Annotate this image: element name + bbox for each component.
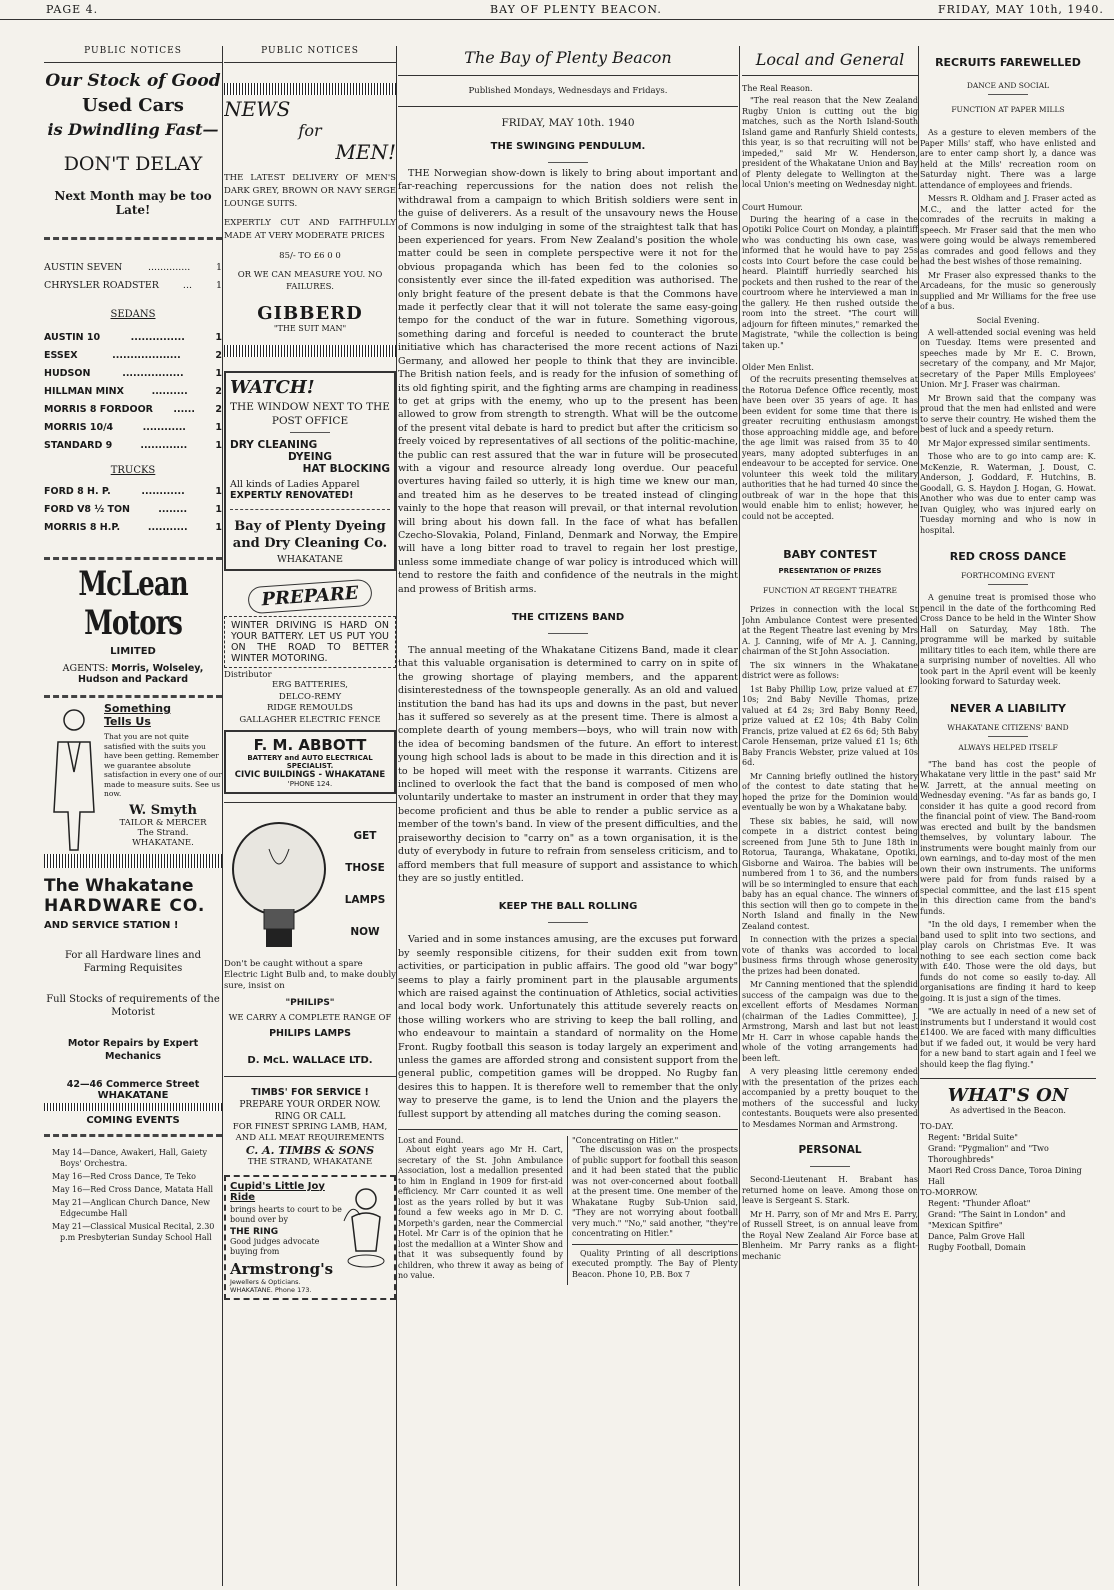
dye-line: EXPERTLY RENOVATED! — [230, 490, 354, 501]
smyth-name: W. Smyth — [129, 802, 197, 818]
abbott-line: DELCO-REMY — [278, 691, 342, 702]
whats-on-list — [920, 1121, 1096, 1253]
item-heading: Social Evening. — [976, 315, 1040, 325]
divider — [44, 1103, 222, 1111]
abbott-line: 'PHONE 124. — [287, 780, 333, 788]
mclean-limited: LIMITED — [110, 646, 156, 657]
philips-text: WE CARRY A COMPLETE RANGE OF — [228, 1013, 392, 1023]
abbott-text: WINTER DRIVING IS HARD ON YOUR BATTERY. LET US PUT YOU ON THE ROAD TO BETTER WINTER MOTORING. — [224, 616, 396, 668]
philips-word: LAMPS — [344, 894, 386, 906]
prepare-badge: PREPARE — [247, 579, 373, 615]
divider — [548, 922, 588, 923]
armstrong-ad — [224, 1175, 396, 1300]
whats-on-item: Regent: "Thunder Afloat" — [928, 1199, 1031, 1208]
item-text: Those who are to go into camp are: K. McKenzie, R. Waterman, J. Doust, C. Anderson, J. Goddard, F. Hutchins, B. Goodall, G. S. Haydon J. Hogan, G. Howat. Another who was due to enter camp was Ivan Quigley, who was injured early on Tuesday morning and who is now in hospital. — [920, 452, 1096, 535]
cupid-ring: THE RING — [230, 1226, 279, 1237]
philips-brand: PHILIPS LAMPS — [269, 1028, 351, 1039]
column-rule — [396, 46, 397, 1586]
item-text: "We are actually in need of a new set of instruments but I understand it would cost £1400. We are faced with many difficulties but if we faded out, it would be very hard for a new band to start again and I feel we should keep the flag flying." — [920, 1007, 1096, 1069]
car-row: HILLMAN MINX .......... 2 — [44, 386, 222, 397]
hw-line: Full Stocks of requirements of the Motorist — [46, 994, 220, 1018]
news-text: THE LATEST DELIVERY OF MEN'S DARK GREY, BROWN OR NAVY SERGE LOUNGE SUITS. — [224, 173, 396, 209]
item-text: Mr Fraser also expressed thanks to the Arcadeans, for the music so generously supplied and Mr Williams for the free use of a bus. — [920, 270, 1096, 311]
section-label: PUBLIC NOTICES — [44, 46, 222, 63]
headline: KEEP THE BALL ROLLING — [498, 901, 638, 913]
car-row: CHRYSLER ROADSTER ... 1 — [44, 280, 222, 291]
abbott-line: Distributor — [224, 670, 272, 680]
item-text: A very pleasing little ceremony ended with the presentation of the prizes each accompanied by a pretty bouquet to the mothers of the successful and lucky contestants. Bouquets were also presented to Mesdames Norman and Armstrong. — [742, 1067, 918, 1129]
armstrong-sub: Jewellers & Opticians. WHAKATANE. Phone 173. — [230, 1277, 312, 1294]
page-header — [0, 0, 1114, 20]
item-text: "The band has cost the people of Whakatane very little in the past" said Mr W. Jarrett, at the annual meeting on Wednesday evening. "As far as bands go, I consider it has quite a good record from the financial point of view. The Band-room was erected and built by the bandsmen themselves, by voluntary labour. The instruments were bought mainly from our own earnings, and to-day most of the men own their own instruments. The uniforms were paid for from funds raised by a special committee, and the last £15 spent in this direction came from the band's funds. — [920, 759, 1096, 916]
dye-line: DYEING — [287, 451, 333, 463]
dyeing-ad — [224, 371, 396, 571]
gibberd-ad — [224, 97, 396, 333]
ad-headline: Our Stock of Good — [45, 71, 221, 91]
editorial-date: FRIDAY, MAY 10th. 1940 — [501, 117, 635, 129]
item-text: "The real reason that the New Zealand Rugby Union is cutting out the big matches, such as the North Island-South Island game and Ranfurly Shield contests, this year, is so that recruiting will not be impeded," said Mr W. Henderson, president of the Whakatane Union and Bay of Plenty delegate to Wellington at the local Union's meeting on Wednesday night. — [742, 96, 918, 189]
column-rule — [739, 46, 740, 1586]
whats-on-day: TO-MORROW. — [920, 1188, 978, 1197]
divider — [988, 584, 1028, 585]
whats-on-item: Maori Red Cross Dance, Toroa Dining Hall — [928, 1166, 1082, 1186]
item-text: Mr Brown said that the company was proud that the men had enlisted and were to serve their country. He wished them the best of luck and a speedy return. — [920, 393, 1096, 434]
item-text: Of the recruits presenting themselves at the Rotorua Defence Office recently, most have been over 35 years of age. It has been evident for some time that there is greater recruiting enthusiasm amongst those approaching middle age, and before the age limit was raised from 35 to 40 years, many adopted subterfuges in an endeavour to be accepted for service. One volunteer this week told the military authorities that he had turned 40 since the outbreak of war in the hope that this would enable him to enlist; however, he could not be accepted. — [742, 375, 918, 521]
column-rule — [222, 46, 223, 1586]
hardware-ad — [44, 876, 222, 1101]
smyth-text: That you are not quite satisfied with the suits you have been getting. Remember we guarantee absolute satisfaction in every one of our made to measure suits. See us now. — [104, 732, 222, 798]
paper-name: BAY OF PLENTY BEACON. — [490, 3, 662, 16]
gibberd-sub: "THE SUIT MAN" — [273, 324, 347, 333]
divider — [988, 94, 1028, 95]
timbs-line: PREPARE YOUR ORDER NOW. — [239, 1100, 381, 1110]
car-row: HUDSON ................. 1 — [44, 368, 222, 379]
event-item: May 16—Red Cross Dance, Matata Hall — [52, 1185, 214, 1194]
item-text: During the hearing of a case in the Opotiki Police Court on Monday, a plaintiff who was conducting his own case, was informed that he would have to pay 25s costs into Court before the case could be heard. Plaintiff hurriedly searched his pockets and then rushed to the rear of the courtroom where he interviewed a man in the gallery. He then rushed outside the room into the street. "The court will adjourn for fifteen minutes," remarked the Magistrate, "while the collection is being taken up." — [742, 214, 918, 350]
whats-on-day: TO-DAY. — [920, 1122, 954, 1131]
item-heading: Older Men Enlist. — [742, 363, 814, 372]
subheadline: WHAKATANE CITIZENS' BAND — [947, 722, 1069, 732]
divider — [44, 695, 222, 698]
article-body: THE Norwegian show-down is likely to bring about important and far-reaching repercussions for the nation does not relish the withdrawal from a campaign to which British soldiers were sent in the guise of deliverers. As a result of the unsavoury news the House of Commons is now indulging in some of the straightest talk that has been experienced for years. From New Zealand's position the whole matter could be seen in complete perspective were it not for the obvious propaganda which has been fed to the colonies so consistently ever since the ill-fated expedition was authorised. The only bright feature of the present debate is that the Commons have made it perfectly clear that it will not tolerate the same easy-going tempo for the conduct of the war in future. Something vigorous, something daring and forceful is needed to counteract the brute initiative which has characterised the more recent actions of Nazi Germany, and allowed her people to think that they are invincible. The British nation feels, and is ready for the infusion of something of its old fighting spirit, and the fighting arms are champing in readiness to get at grips with the enemy, who up to the present has been allowed to grow from strength to strength. What will be the outcome of the present vital debate is hard to predict but after the criticism so freely voiced by representatives of all sections of the politic-machine, the public can rest assured that the war in future will be prosecuted with a vigour and resource already long overdue. Our peaceful overtures having failed so utterly, it is high time we knew our man, and treated him as he deserves to be treated instead of clinging vainly to the hope that reason will prevail, or that internal revolution will bring about his down fall. In the face of what has befallen Czecho-Slovakia, Poland, Finland, Denmark and Norway, the Empire will have a long bitter road to travel to regain her lost prestige, unless some immediate change of war policy is introduced which will tend to restore the faith and confidence of the neutrals in the might and prowess of British arms. — [398, 168, 738, 595]
abbott-line: BATTERY and AUTO ELECTRICAL SPECIALIST. — [247, 754, 373, 770]
car-row: AUSTIN 10 ............... 1 — [44, 332, 222, 343]
masthead: The Bay of Plenty Beacon — [398, 48, 738, 76]
headline: THE CITIZENS BAND — [511, 612, 625, 623]
dye-line: HAT BLOCKING — [302, 463, 390, 475]
abbott-ad — [224, 583, 396, 794]
watch-word: WATCH! — [230, 377, 315, 398]
item-text: A genuine treat is promised those who pencil in the date of the forthcoming Red Cross Dance to be held in the Winter Show Hall on Saturday, May 18th. The programme will be marked by suitable military titles to each item, while there are a surprising number of novelties. All who took part in the April event will be keenly looking forward to Saturday week. — [920, 593, 1096, 686]
whats-on-sub: As advertised in the Beacon. — [950, 1106, 1066, 1115]
event-item: May 21—Anglican Church Dance, New Edgecumbe Hall — [52, 1198, 210, 1218]
car-row: FORD 8 H. P. ............ 1 — [44, 486, 222, 497]
printing-notice: Quality Printing of all descriptions executed promptly. The Bay of Plenty Beacon. Phone 10, P.B. Box 7 — [572, 1248, 738, 1279]
column-news — [920, 46, 1096, 1586]
item-text: A well-attended social evening was held on Tuesday. Items were presented and speeches made by Mr E. C. Brown, secretary of the company, and Mr Major, secretary of the Paper Mills Employees' Union. Mr J. Fraser was chairman. — [920, 327, 1096, 389]
item-text: Mr Canning mentioned that the splendid success of the campaign was due to the excellent efforts of Mesdames Norman (chairman of the Ladies Committee), J. Armstrong, Marsh and last but not least Mr H. Carr in whose capable hands the whole of the voting arrangements had been left. — [742, 980, 918, 1063]
subheadline: PRESENTATION OF PRIZES — [778, 567, 882, 575]
cupid-title: Cupid's Little Joy Ride — [230, 1180, 325, 1203]
whats-on-item: Dance, Palm Grove Hall — [928, 1232, 1025, 1241]
brief-text: The discussion was on the prospects of public support for football this season and it had been stated that the public was not over-concerned about football at the present time. One member of the Whakatane Rugby Sub-Union said, "They are not worrying about football very much." "No," said another, "they're concentrating on Hitler." — [572, 1145, 738, 1238]
whats-on-item: Grand: "Pygmalion" and "Two Thoroughbreds" — [928, 1144, 1049, 1164]
headline: PERSONAL — [798, 1144, 862, 1156]
used-cars-ad — [44, 71, 222, 533]
abbott-line: RIDGE REMOULDS — [267, 703, 353, 713]
hw-address: WHAKATANE — [97, 1090, 169, 1101]
wallace-name: D. McL. WALLACE LTD. — [247, 1055, 373, 1066]
ad-slogan: Next Month may be too Late! — [54, 189, 212, 217]
events-list — [44, 1147, 222, 1243]
smyth-sub: TAILOR & MERCER — [119, 817, 207, 828]
timbs-line: TIMBS' FOR SERVICE ! — [251, 1087, 369, 1098]
abbott-box — [224, 730, 396, 794]
dye-company: Bay of Plenty Dyeing and Dry Cleaning Co. — [232, 519, 388, 551]
subheadline: FUNCTION AT PAPER MILLS — [951, 105, 1065, 114]
hw-address: 42—46 Commerce Street — [66, 1079, 200, 1090]
item-text: Messrs R. Oldham and J. Fraser acted as M.C., and the latter acted for the comrades of the recruits in making a speech. Mr Fraser said that the men who were going would be always remembered as comrades and good fellows and they had the best wishes of those remaining. — [920, 194, 1096, 266]
news-text: EXPERTLY CUT AND FAITHFULLY MADE AT VERY MODERATE PRICES — [224, 218, 396, 241]
item-text: These six babies, he said, will now compete in a district contest being screened from June 5th to June 18th in Rotorua, Tauranga, Whakatane, Opotiki, Gisborne and Wairoa. The babies will be numbered from 1 to 36, and the numbers will be so intermingled to ensure that each baby has an equal chance. The winners of this section will then go to compete in the North Island and finally in the New Zealand contest. — [742, 816, 918, 931]
car-row: AUSTIN SEVEN .............. 1 — [44, 262, 222, 273]
whats-on-item: Regent: "Bridal Suite" — [928, 1133, 1018, 1142]
event-item: May 14—Dance, Awakeri, Hall, Gaiety Boys' Orchestra. — [52, 1148, 208, 1168]
ad-headline: is Dwindling Fast— — [47, 120, 219, 139]
philips-word: THOSE — [345, 862, 385, 874]
philips-ad — [224, 802, 396, 1066]
item-text: As a gesture to eleven members of the Paper Mills' staff, who have enlisted and are to enter camp short ly, a dance was held at the Mills' recreation room on Saturday night. There was a large attendance of employees and friends. — [920, 128, 1096, 190]
item-heading: Court Humour. — [742, 202, 803, 212]
sedans-label: SEDANS — [110, 309, 156, 320]
brief-heading: Lost and Found. — [398, 1136, 464, 1145]
item-text: "In the old days, I remember when the band used to split into two sections, and play carols on Christmas Eve. It was nothing to see each section come back with £40. Those were the old days, but funds do not come so easily to-day. All organisations are finding it hard to keep going. It is just a sign of the times. — [920, 920, 1096, 1003]
timbs-name: C. A. TIMBS & SONS — [245, 1143, 375, 1157]
divider — [810, 579, 850, 580]
armstrong-name: Armstrong's — [230, 1259, 334, 1278]
headline: RED CROSS DANCE — [949, 550, 1067, 563]
trucks-label: TRUCKS — [110, 465, 156, 476]
cupid-text: Good judges advocate buying from — [230, 1236, 320, 1256]
timbs-ad — [224, 1076, 396, 1167]
smyth-heading: Tells Us — [104, 715, 151, 728]
column-editorial — [398, 46, 738, 1586]
section-label: PUBLIC NOTICES — [224, 46, 396, 63]
whats-on-item: Rugby Football, Domain — [928, 1243, 1026, 1252]
subheadline: FUNCTION AT REGENT THEATRE — [763, 586, 897, 595]
hw-line: Motor Repairs by Expert Mechanics — [67, 1038, 199, 1062]
philips-word: GET — [353, 830, 377, 842]
car-row: FORD V8 ½ TON ........ 1 — [44, 504, 222, 515]
philips-brand: "PHILIPS" — [285, 998, 335, 1008]
price: 85/- TO £6 0 0 — [279, 251, 341, 261]
page-number: PAGE 4. — [46, 3, 99, 16]
car-row: STANDARD 9 ............. 1 — [44, 440, 222, 451]
headline: THE SWINGING PENDULUM. — [490, 141, 646, 152]
cupid-figure-icon — [342, 1181, 390, 1271]
divider — [290, 432, 330, 433]
item-text: Mr Major expressed similar sentiments. — [928, 438, 1091, 448]
item-heading: The Real Reason. — [742, 84, 813, 93]
headline: NEVER A LIABILITY — [949, 701, 1067, 715]
cupid-text: brings hearts to court to be bound over by — [230, 1204, 342, 1224]
brief-text: About eight years ago Mr H. Cart, secretary of the St. John Ambulance Association, lost a medallion presented to him in England in 1909 for first-aid efficiency. Mr Carr counted it as well lost as the years rolled by but it was found a few weeks ago in Mr D. C. Morpeth's garden, near the Commercial Hotel. Mr Carr is of the opinion that he lost the medallion at a Winter Show and that it was subsequently found by children, who threw it away as being of no value. — [398, 1145, 563, 1280]
abbott-line: CIVIC BUILDINGS - WHAKATANE — [234, 770, 386, 780]
divider — [810, 1166, 850, 1167]
for-word: for — [298, 121, 322, 140]
article-body: The annual meeting of the Whakatane Citizens Band, made it clear that this valuable organisation is determined to carry on in spite of the growing shortage of playing members, and the apparent disinterestedness of the townspeople generally. As an old and valued institution the band has had its ups and downs in the past, but never has it suffered so severely as at the present time. There is almost a complete dearth of young members—boys, who will train now with the idea of becoming bandsmen of the future. An effort to interest young high school lads is about to be made in this direction and it is to be hoped will meet with the response it warrants. Citizens are inclined to overlook the fact that the band is composed of men who voluntarily undertake to master an instrument in order that they may become proficient and thus be able to render a public service as a member of the town's band. In view of the present difficulties, and the praiseworthy decision to "carry on" as a town organisation, it is the duty of everybody in future to refrain from senseless criticism, and to afford members that full measure of support and assistance to which they are so justly entitled. — [398, 645, 738, 884]
divider — [44, 557, 222, 560]
divider — [230, 509, 390, 510]
divider — [224, 345, 396, 357]
event-item: May 16—Red Cross Dance, Te Teko — [52, 1172, 196, 1181]
subheadline: ALWAYS HELPED ITSELF — [958, 742, 1058, 752]
divider — [44, 237, 222, 240]
timbs-line: RING OR CALL — [274, 1111, 346, 1122]
timbs-line: THE STRAND, WHAKATANE — [247, 1156, 373, 1167]
column-public-notices-1 — [44, 46, 222, 1586]
publication-days: Published Mondays, Wednesdays and Fridays. — [398, 86, 738, 107]
hw-tagline: AND SERVICE STATION ! — [44, 920, 179, 931]
item-text: Second-Lieutenant H. Brabant has returned home on leave. Among those on leave is Sergeant S. Stark. — [742, 1175, 918, 1205]
item-text: Mr H. Parry, son of Mr and Mrs E. Parry, of Russell Street, is on annual leave from the Royal New Zealand Air Force base at Blenheim. Mr Parry ranks as a flight-mechanic — [742, 1209, 918, 1261]
divider — [224, 83, 396, 95]
philips-text: Don't be caught without a spare Electric Light Bulb and, to make doubly sure, insist on — [224, 959, 396, 991]
section-title: Local and General — [742, 50, 918, 76]
divider — [548, 633, 588, 634]
light-bulb-icon — [224, 809, 334, 959]
event-item: May 21—Classical Musical Recital, 2.30 p.m Presbyterian Sunday School Hall — [52, 1222, 215, 1242]
smyth-sub: The Strand. — [137, 827, 189, 838]
item-text: The six winners in the Whakatane district were as follows: — [742, 660, 918, 680]
smyth-heading: Something — [104, 702, 171, 715]
column-public-notices-2 — [224, 46, 396, 1586]
timbs-line: FOR FINEST SPRING LAMB, HAM, AND ALL MEAT REQUIREMENTS — [232, 1121, 388, 1143]
dye-line: THE WINDOW NEXT TO THE POST OFFICE — [230, 401, 390, 427]
column-local-and-general — [742, 46, 918, 1586]
article-body: Varied and in some instances amusing, are the excuses put forward by seemly responsible citizens, for their sudden exit from town activities, or participation in public affairs. The good old "war bogy" seems to play a fairly prominent part in the plausable arguments which are raised against the continuation of Athletics, social activities and local body work. Unfortunately this attitude severely reacts on those willing workers who are striving to keep the ball rolling, and who endeavour to maintain a standard of normality on the Home Front. Rugby football this season is today largely an experiment and unless the games are afforded strong and consistent support from the general public, competition games will be dropped. No Rugby fan desires this to happen. It is therefore well to remember that the only way to preserve the game, is to lend the Union and the players the fullest support by attending all matches during the coming season. — [398, 934, 738, 1120]
whats-on-title: WHAT'S ON — [947, 1085, 1069, 1106]
brief-heading: "Concentrating on Hitler." — [572, 1136, 679, 1145]
item-text: Prizes in connection with the local St John Ambulance Contest were presented at the Regent Theatre last evening by Mrs A. J. Canning, wife of Mr A. J. Canning, chairman of the St John Association. — [742, 605, 918, 656]
car-row: MORRIS 8 FORDOOR ...... 2 — [44, 404, 222, 415]
headline: BABY CONTEST — [783, 548, 877, 561]
subheadline: FORTHCOMING EVENT — [961, 571, 1055, 580]
smyth-sub: WHAKATANE. — [132, 837, 194, 848]
smyth-tailor-ad — [44, 702, 222, 852]
tailor-figure-icon — [44, 702, 104, 852]
abbott-line: ERG BATTERIES, — [272, 680, 348, 690]
divider — [548, 162, 588, 163]
divider — [44, 1134, 222, 1137]
dye-line: DRY CLEANING — [230, 439, 318, 451]
car-row: MORRIS 10/4 ............ 1 — [44, 422, 222, 433]
men-word: MEN! — [335, 140, 396, 164]
subheadline: DANCE AND SOCIAL — [966, 81, 1050, 90]
car-row: ESSEX ................... 2 — [44, 350, 222, 361]
gibberd-name: GIBBERD — [257, 303, 363, 324]
column-rule — [918, 46, 919, 1586]
hw-name: The Whakatane — [44, 876, 194, 896]
dye-line: All kinds of Ladies Apparel — [230, 479, 360, 490]
car-row: MORRIS 8 H.P. ........... 1 — [44, 522, 222, 533]
abbott-line: GALLAGHER ELECTRIC FENCE — [239, 714, 381, 725]
mclean-agents: AGENTS: Morris, Wolseley, Hudson and Packard — [62, 663, 204, 685]
whats-on-item: Grand: "The Saint in London" and "Mexican Spitfire" — [928, 1210, 1066, 1230]
mclean-motors-ad — [44, 565, 222, 685]
mclean-name: McLean Motors — [78, 565, 188, 643]
events-title: COMING EVENTS — [86, 1115, 180, 1126]
dye-town: WHAKATANE — [277, 554, 343, 565]
item-text: 1st Baby Phillip Low, prize valued at £7 10s; 2nd Baby Neville Thomas, prize valued at £4 2s; 3rd Baby Bonny Reed, prize valued at £2 10s; 4th Baby Colin Francis, prize valued at £2 6s 6d; 5th Baby Carole Henseman, prize valued £1 1s; 6th Baby Francis Webster, prize valued at 10s 6d. — [742, 684, 918, 767]
measure: OR WE CAN MEASURE YOU. NO FAILURES. — [237, 270, 383, 292]
item-text: Mr Canning briefly outlined the history of the contest to date stating that he hoped the prize for the Dominion would eventually be won by a Whakatane baby. — [742, 771, 918, 812]
header-date: FRIDAY, MAY 10th, 1940. — [938, 3, 1104, 16]
divider — [44, 854, 222, 868]
abbott-name: F. M. ABBOTT — [253, 736, 367, 754]
item-text: In connection with the prizes a special vote of thanks was accorded to local business firms through whose generosity the prizes had been donated. — [742, 935, 918, 976]
hw-name: HARDWARE CO. — [44, 896, 206, 916]
hw-line: For all Hardware lines and Farming Requisites — [64, 950, 202, 974]
ad-headline: Used Cars — [82, 95, 184, 116]
headline: RECRUITS FAREWELLED — [935, 56, 1081, 69]
news-word: NEWS — [224, 97, 291, 121]
ad-slogan: DON'T DELAY — [63, 153, 203, 175]
philips-word: NOW — [350, 926, 380, 938]
divider — [988, 736, 1028, 737]
brief-items — [398, 1129, 738, 1285]
